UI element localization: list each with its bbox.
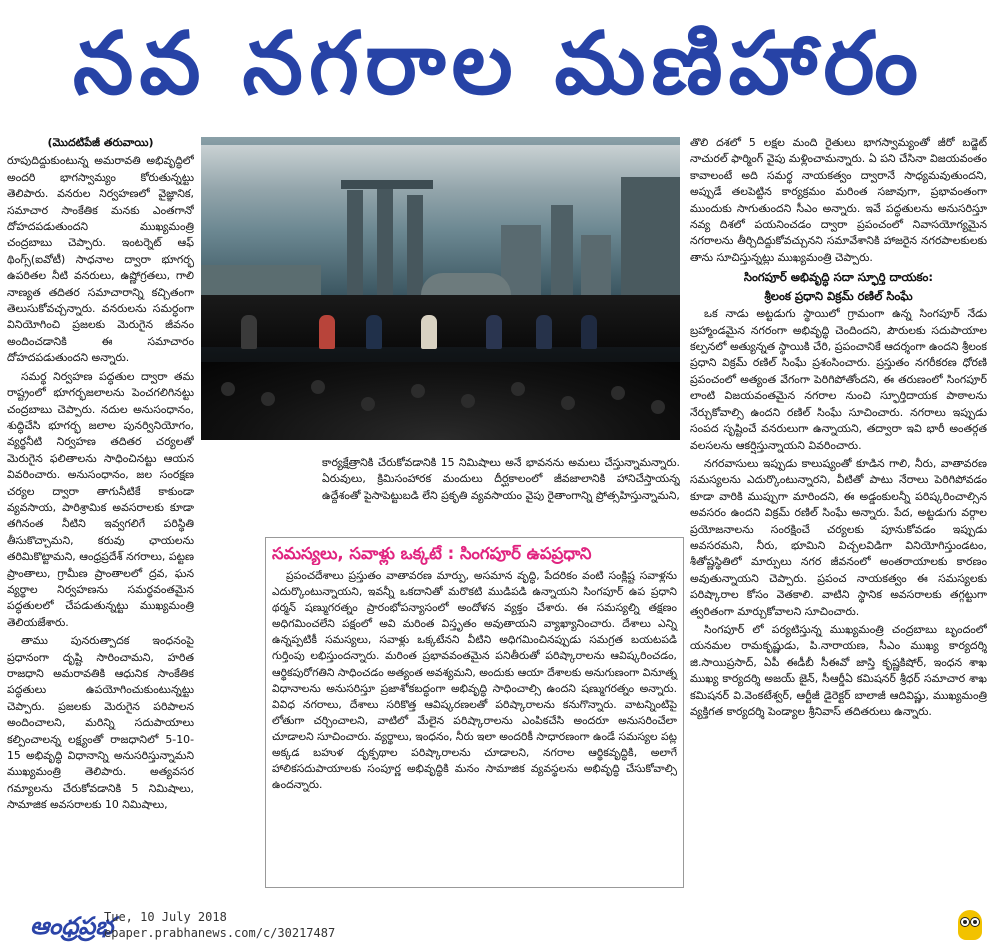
subheading: సింగపూర్ అభివృద్ధి సదా స్ఫూర్తి దాయకం: bbox=[743, 270, 934, 285]
box-title: సమస్యలు, సవాళ్లు ఒక్కటే : సింగపూర్ ఉపప్రధాని bbox=[272, 544, 592, 563]
paragraph: రూపుదిద్దుకుంటున్న అమరావతి అభివృద్ధిలో అందరి భాగస్వామ్యం కోరుతున్నట్టు తెలిపారు. వనరుల నిర్వహణలో వైజ్ఞానిక, సమాచార సాంకేతిక మనకు ఎంతగానో దోహదపడుతుందని ముఖ్యమంత్రి చంద్రబాబు చెప్పారు. ఇంటర్నెట్ ఆఫ్ థింగ్స్(ఐవోటీ) సాధనాల ద్వారా భూగర్భ ఉపరితల నీటి వనరులు, ఉష్ణోగ్రతలు, గాలి నాణ్యత తదితర సమాచారాన్ని కచ్చితంగా తెలుసుకోవచ్చన్నారు. వనరులను సమర్ధంగా వినియోగించి ప్రజలకు మెరుగైన జీవనం అందించడానికి ఈ సమాచారం దోహదపడుతుందని అన్నారు. bbox=[7, 154, 194, 365]
sidebar-box bbox=[265, 537, 684, 888]
byline: (మొదటిపేజీ తరువాయి) bbox=[47, 136, 154, 149]
headline: నవ నగరాల మణిహారం bbox=[73, 14, 924, 114]
paragraph: ఒక నాడు అట్టడుగు స్థాయిలో గ్రామంగా ఉన్న సింగపూర్ నేడు బ్రహ్మాండమైన నగరంగా అభివృద్ధి చెందిందని, పౌరులకు సదుపాయాల కల్పనలో అత్యున్నత స్థాయికి చేరి, ప్రపంచానికే ఆదర్శంగా ఉందని శ్రీలంక ప్రధాని విక్రమ్ రణిల్ సింఘే ప్రశంసించారు. ప్రస్తుతం నగరీకరణ ధోరణి ప్రపంచంలో అత్యంత వేగంగా పెరిగిపోతోందని, ఈ తరుణంలో సింగపూర్ లాంటి విజయవంతమైన నగరాల నుంచి స్ఫూర్తిదాయక పాఠాలను నేర్చుకోవాల్సి ఉందని రణిల్ సింఘే సూచించారు. నగరాలు ఇప్పుడు సంపద సృష్టించే వనరులుగా ఉన్నాయని, తద్వారా ఇవి భారీ అంతర్గత వలసలను ఆకర్షిస్తున్నాయని వివరించారు. bbox=[690, 307, 987, 452]
paragraph: సమర్థ నిర్వహణ పద్ధతుల ద్వారా తమ రాష్ట్రంలో భూగర్భజలాలను పెంచగలిగినట్టు చంద్రబాబు చెప్పారు. నదుల అనుసంధానం, శుద్ధిచేసి భూగర్భ జలాల పునర్వినియోగం, వ్యర్థనీటి నిర్వహణ తదితర చర్యలతో మెరుగైన ఫలితాలను సాధించినట్టు ఆయన వివరించారు. అనుసంధానం, జల సంరక్షణ చర్యల ద్వారా తాగునీటికే కాకుండా వ్యవసాయ, పారిశ్రామిక అవసరాలకు కూడా తగినంత నీటిని ఇవ్వగలిగే పరిస్థితి తీసుకొచ్చామని, కరువు ఛాయలను తరిమికొట్టామని, ఆంధ్రప్రదేశ్ నగరాలు, పట్టణ ప్రాంతాలు, గ్రామీణ ప్రాంతాలలో ద్రవ, ఘన వ్యర్థాల నిర్వహణను సమర్థవంతమైన పద్ధతులలో చేపడుతున్నట్టు ముఖ్యమంత్రి తెలియజేశారు. bbox=[7, 369, 194, 629]
owl-icon bbox=[958, 910, 982, 940]
column-right bbox=[690, 135, 987, 903]
paragraph: సింగపూర్ లో పర్యటిస్తున్న ముఖ్యమంత్రి చంద్రబాబు బృందంలో యనమల రామకృష్ణుడు, పి.నారాయణ, సీఎం ముఖ్య కార్యదర్శి జి.సాయిప్రసాద్, ఏపీ ఈడీబీ సీఈవో జాస్తి కృష్ణకిషోర్, ఇంధన శాఖ ముఖ్య కార్యదర్శి అజయ్ జైన్, సీఆర్డీఏ కమిషనర్ శ్రీధర్ సమాచార శాఖ కమిషనర్ వి.వెంకటేశ్వర్, ఆర్టీజీ డైరెక్టర్ బాలాజీ ఆదివిష్ణు, ముఖ్యమంత్రి వ్యక్తిగత కార్యదర్శి పెండ్యాల శ్రీనివాస్ తదితరులు ఉన్నారు. bbox=[690, 622, 987, 718]
edition-date: Tue, 10 July 2018 bbox=[104, 910, 227, 924]
paragraph: కార్యక్షేత్రానికి చేరుకోవడానికి 15 నిమిషాలు అనే భావనను అమలు చేస్తున్నామన్నారు. ఏరువులు, క్రిమిసంహారక మందులు దీర్ఘకాలంలో జీవజాలానికి హానిచేస్తాయన్న ఉద్దేశంతో పైసాపెట్టుబడి లేని ప్రకృతి వ్యవసాయం వైపు రైతాంగాన్ని ప్రోత్సహిస్తున్నామని, bbox=[322, 456, 680, 502]
footer bbox=[0, 906, 997, 944]
stage bbox=[201, 295, 680, 347]
audience bbox=[201, 362, 680, 440]
column-left bbox=[7, 135, 194, 903]
paragraph: తొలి దశలో 5 లక్షల మంది రైతులు భాగస్వామ్యంతో జీరో బడ్జెట్ నాచురల్ ఫార్మింగ్ వైపు మళ్లించామన్నారు. ఏ పని చేసినా విజయవంతం కావాలంటే అది సమర్థ నాయకత్వం ద్వారానే సాధ్యమవుతుందని, అప్పుడే తలపెట్టిన కార్యక్రమం మరింత సజావుగా, ప్రభావంతంగా ముందుకు సాగుతుందని సీఎం అన్నారు. ఇవే పద్ధతులను అనుసరిస్తూ నవ్య దిశలో పయనించడం ద్వారా ప్రపంచంలో నివాసయోగ్యమైన నగరాలను తీర్చిదిద్దుకోవచ్చునని సమావేశానికి హాజరైన నగరపాలకులకు తాను సూచిస్తున్నట్లు ముఖ్యమంత్రి చెప్పారు. bbox=[690, 136, 987, 264]
stage-screen bbox=[201, 145, 680, 295]
subheading: శ్రీలంక ప్రధాని విక్రమ్ రణిల్ సింఘే bbox=[764, 289, 913, 304]
edition-url[interactable]: epaper.prabhanews.com/c/30217487 bbox=[104, 926, 336, 940]
column-middle bbox=[322, 455, 680, 531]
brand-logo: ఆంధ్రప్రభ bbox=[30, 912, 114, 940]
paragraph: నగరవాసులు ఇప్పుడు కాలుష్యంతో కూడిన గాలి, నీరు, వాతావరణ సమస్యలను ఎదుర్కొంటున్నారని, వీటితో పాటు నేరాలు పెరిగిపోవడం కూడా వారికి ముప్పుగా మారిందని, ఈ అడ్డంకులన్నీ పరిష్కరించాల్సిన అవసరం ఉందని విక్రమ్ రణిల్ సింఘే అన్నారు. పేద, అట్టడుగు వర్గాల ప్రయోజనాలను సంరక్షించే చర్యలకు పూనుకోవడం ఇప్పుడు అవసరమని, నీరు, భూమిని విచ్చలవిడిగా వినియోగిస్తుండటం, శీతోష్ణస్థితిలో మార్పులు నగర జీవనంలో అంతరాయాలకు కారణం అవుతున్నాయని చెప్పారు. ప్రపంచ నాయకత్వం ఈ సమస్యలకు పరిష్కారాల కోసం వెతకాలి. వాటిని స్థానిక అవసరాలకు తగ్గట్టుగా త్వరితంగా మార్చుకోవాలని సూచించారు. bbox=[690, 456, 987, 618]
box-body bbox=[272, 568, 677, 793]
paragraph: ప్రపంచదేశాలు ప్రస్తుతం వాతావరణ మార్పు, అసమాన వృద్ధి, పేదరికం వంటి సంక్లిష్ట సవాళ్లను ఎదుర్కొంటున్నాయని, ఇవన్నీ ఒకదానితో మరొకటి ముడిపడి ఉన్నాయని సింగపూర్ ఉప ప్రధాని థర్మన్ షణ్ముగరత్నం ప్రారంభోపన్యాసంలో అందోళన వ్యక్తం చేశారు. ఈ సమస్యల్ని తక్షణం అధిగమించలేని పక్షంలో అవి మరింత విస్తృతం అవుతాయని వ్యాఖ్యానించారు. దేశాలు ఎన్ని ఉన్నప్పటికీ సమస్యలు, సవాళ్లు ఒక్కటేనని వీటిని అధిగమించినప్పుడు సమగ్రత బయటపడి గుర్తింపు లభిస్తుందన్నారు. మరింత ప్రభావవంతమైన పనితీరుతో పరిష్కారాలను ఆవిష్కరించడం, ఆర్థికపురోగతిని సాధించడం అత్యంత అవశ్యమని, అందుకు ఆయా దేశాలకు అనుగుణంగా వినూత్న విధానాలను అనుసరిస్తూ ప్రజాశోకబద్ధంగా అభివృద్ధి సాధించాల్సి ఉందని షణ్ముగరత్నం అన్నారు. వివిధ నగరాలు, దేశాలు సరికొత్త ఆవిష్కరణలతో పరిష్కారాలను కనుగొన్నారు. వాటన్నింటిపై లోతుగా చర్చించాలని, వాటిలో మేలైన పరిష్కారాలను ఎంపికచేసి అందరూ అనుసరించేలా చూడాలని సూచించారు. వ్యర్థాలు, ఇంధనం, నీరు ఇలా అందరికీ సాధారణంగా ఉండే సమస్యల పట్ల అక్కడ బహుళ దృక్పథాల పరిష్కారాలను చూడాలని, నగరాల ఆర్థికవృద్ధికి, అలాగే హాలికసదుపాయాలకు సంపూర్ణ అభివృద్ధికి మనం సామాజిక వ్యవస్థలను అభివృద్ధి చేసుకోవాల్సి ఉందన్నారు. bbox=[272, 569, 677, 792]
paragraph: తాము పునరుత్పాదక ఇంధనంపై ప్రధానంగా దృష్టి సారించామని, హరిత రాజధాని అమరావతికి ఆధునిక సాంకేతిక పద్ధతులు ఉపయోగించుకుంటున్నట్టు చెప్పారు. ప్రజలకు మెరుగైన పరిపాలన అందించాలని, మరిన్ని సదుపాయాలు కల్పించాలన్న లక్ష్యంతో రాజధానిలో 5-10-15 అభివృద్ధి విధానాన్ని అనుసరిస్తున్నామని ముఖ్యమంత్రి తెలిపారు. అత్యవసర గమ్యాలను చేరుకోవడానికి 5 నిమిషాలు, సామాజిక అవసరాలకు 10 నిమిషాలు, bbox=[7, 634, 194, 812]
conference-photo bbox=[201, 137, 680, 440]
